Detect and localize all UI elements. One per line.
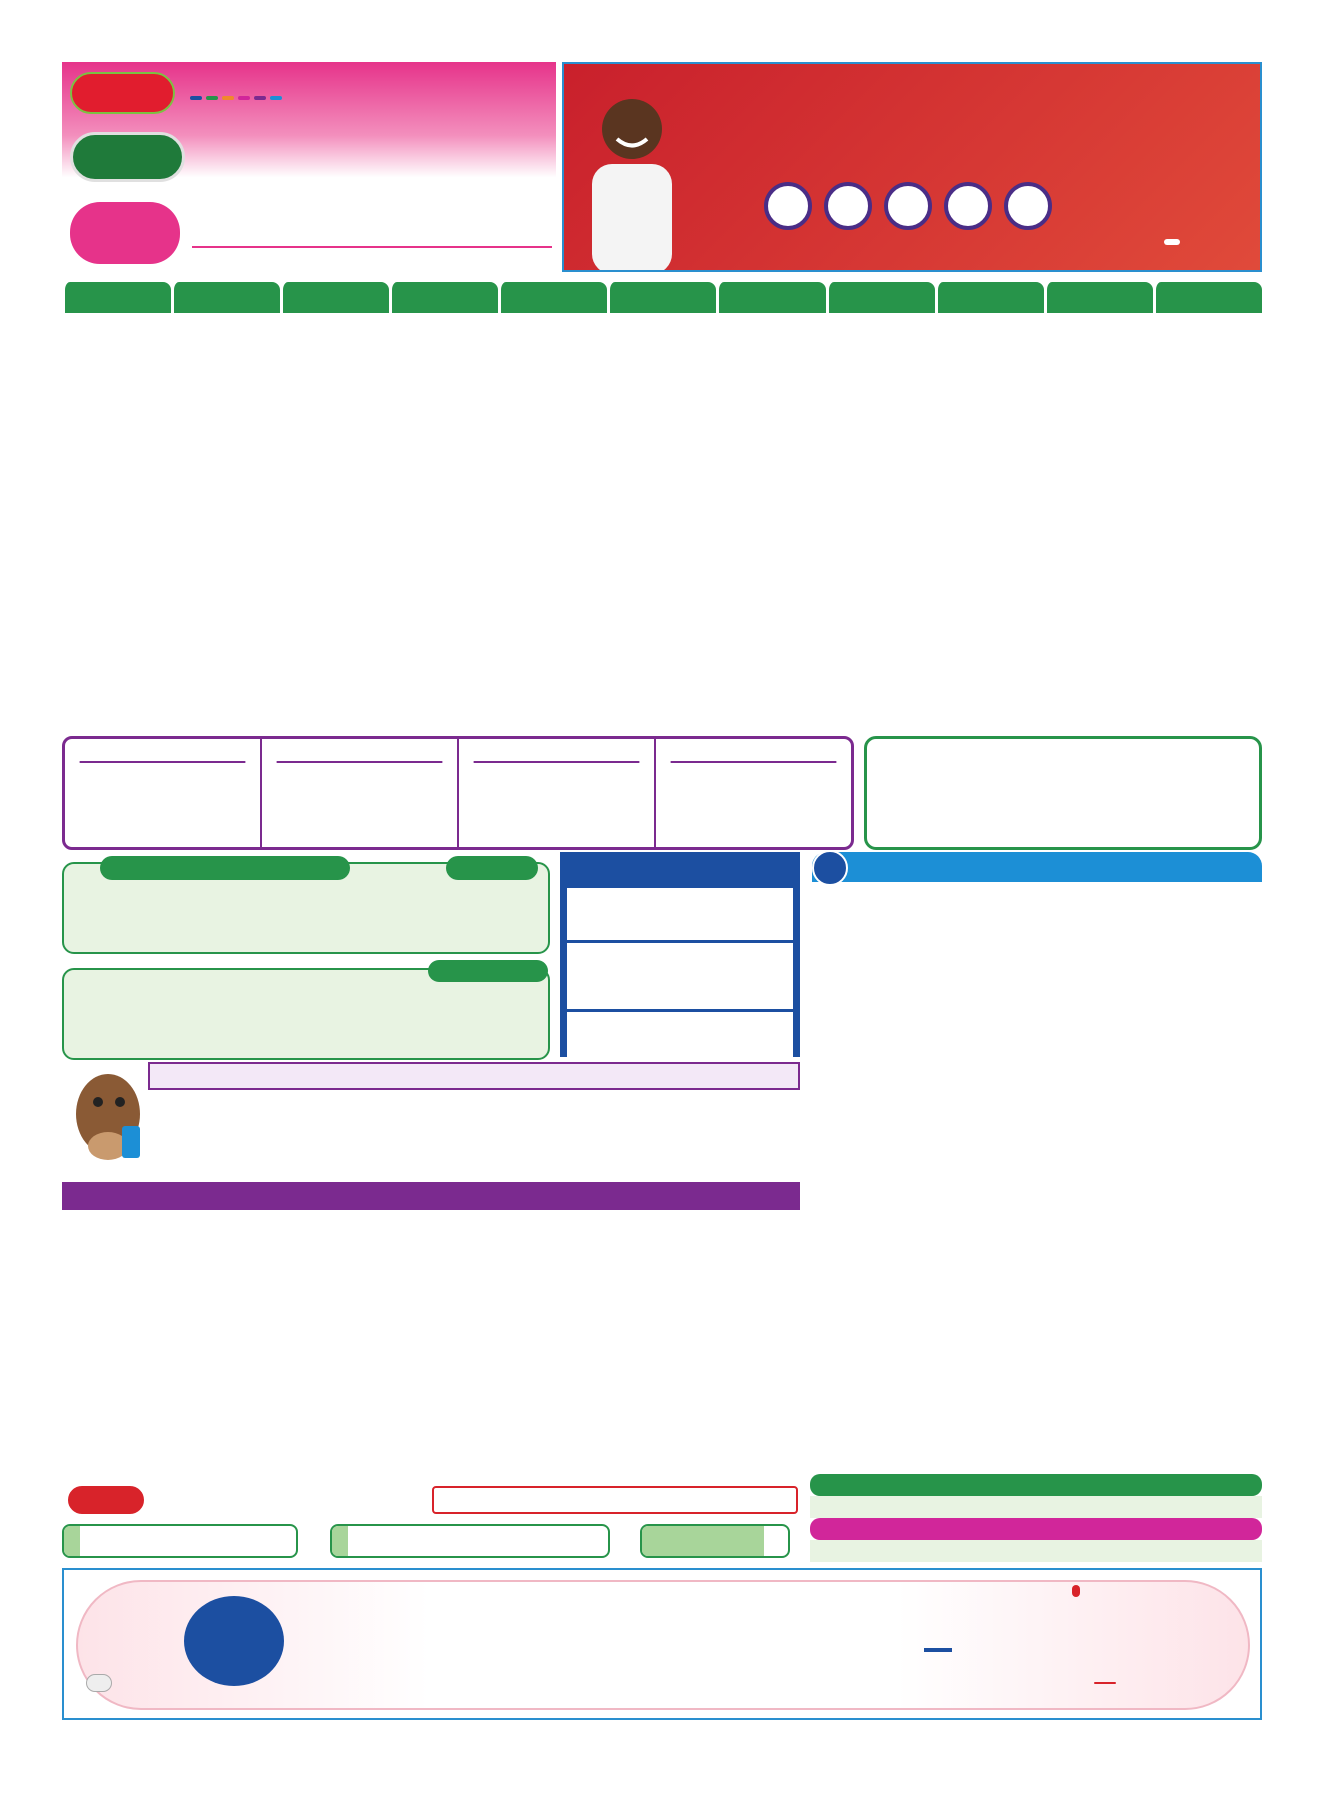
favoris-list (65, 763, 260, 771)
toute-la-ville-label (332, 1526, 348, 1556)
col-header-draw (935, 282, 1044, 313)
tocards-list (656, 763, 851, 771)
joker (640, 1524, 790, 1558)
col-header-performances (1153, 282, 1262, 313)
pmug-logo (1164, 239, 1180, 245)
joker-label (642, 1526, 764, 1556)
denicheur-box (864, 736, 1262, 850)
loto-ball (944, 182, 992, 230)
service-client (1064, 1586, 1080, 1596)
derniere-minute-label (64, 1526, 80, 1556)
table-header-row (62, 282, 1262, 313)
col-header-trainers (62, 282, 171, 313)
loto-ball (764, 182, 812, 230)
loto-ball (884, 182, 932, 230)
tocards-title (671, 739, 837, 763)
favoris-title (80, 739, 246, 763)
quarte-logo (184, 1596, 284, 1686)
aime-parcours-box (567, 1012, 793, 1064)
bet-badge-simple (270, 96, 282, 100)
secondes-chances-title (277, 739, 443, 763)
derniere-minute (62, 1524, 298, 1558)
bet-badge-quarte (190, 96, 202, 100)
synthese-originale-value (810, 1540, 1262, 1562)
secondes-chances-column (262, 739, 459, 847)
depart-label (70, 202, 180, 206)
super-infos-title (100, 856, 350, 880)
pmubet-logo (70, 132, 185, 182)
conseils-title (62, 1182, 800, 1210)
synthese-presse-title (810, 1474, 1262, 1496)
quinte-logo (70, 72, 175, 114)
pmug-logo (1094, 1682, 1116, 1684)
quarte-advert[interactable] (62, 1568, 1262, 1720)
depart-badge (70, 202, 180, 264)
loto-ball (1004, 182, 1052, 230)
service-phone (1072, 1585, 1080, 1597)
col-header-weight (498, 282, 607, 313)
smiling-man-illustration (582, 84, 682, 272)
page-number (86, 1674, 112, 1692)
col-header-gains (1044, 282, 1153, 313)
col-header-jockeys (826, 282, 935, 313)
bet-badge-multi (238, 96, 250, 100)
favoris-column (65, 739, 262, 847)
secondes-chances-list (262, 763, 457, 771)
selection-categories (62, 736, 854, 850)
toute-la-ville (330, 1524, 610, 1558)
col-header-odds-interm (716, 282, 825, 313)
synthese-originale-title (810, 1518, 1262, 1540)
avis-confreres-title (812, 852, 1262, 882)
tocards-column (656, 739, 851, 847)
bon-a-savoir-title (563, 855, 797, 885)
carnet-secret-box (567, 888, 793, 940)
outsiders-list (459, 763, 654, 771)
outsiders-column (459, 739, 656, 847)
col-header-odds-pmu (607, 282, 716, 313)
runners-table (62, 282, 1262, 313)
col-header-sex-age (389, 282, 498, 313)
bet-type-badges (190, 96, 282, 100)
top-badge (66, 1484, 146, 1516)
top35-badge (812, 850, 848, 886)
bases-pill (446, 856, 538, 880)
bien-places-box (567, 943, 793, 1009)
main-dor-numbers (432, 1486, 798, 1514)
bon-a-savoir (560, 852, 800, 1057)
loto-advert[interactable] (562, 62, 1262, 272)
loto-ball (824, 182, 872, 230)
outsiders-pill (428, 960, 548, 982)
synthese-presse-value (810, 1496, 1262, 1518)
col-header-horses (280, 282, 389, 313)
coup-de-fil-title (148, 1062, 800, 1090)
cagnotte-label (924, 1648, 952, 1652)
col-header-number (171, 282, 280, 313)
race-header (62, 62, 556, 272)
bet-badge-2sur4 (254, 96, 266, 100)
bet-badge-tierce (206, 96, 218, 100)
bet-badge-couple (222, 96, 234, 100)
loto-ball-row (764, 182, 1052, 230)
horse-phone-icon (66, 1062, 148, 1174)
course-line (192, 246, 552, 250)
outsiders-title (474, 739, 640, 763)
service-label (1064, 1585, 1072, 1597)
